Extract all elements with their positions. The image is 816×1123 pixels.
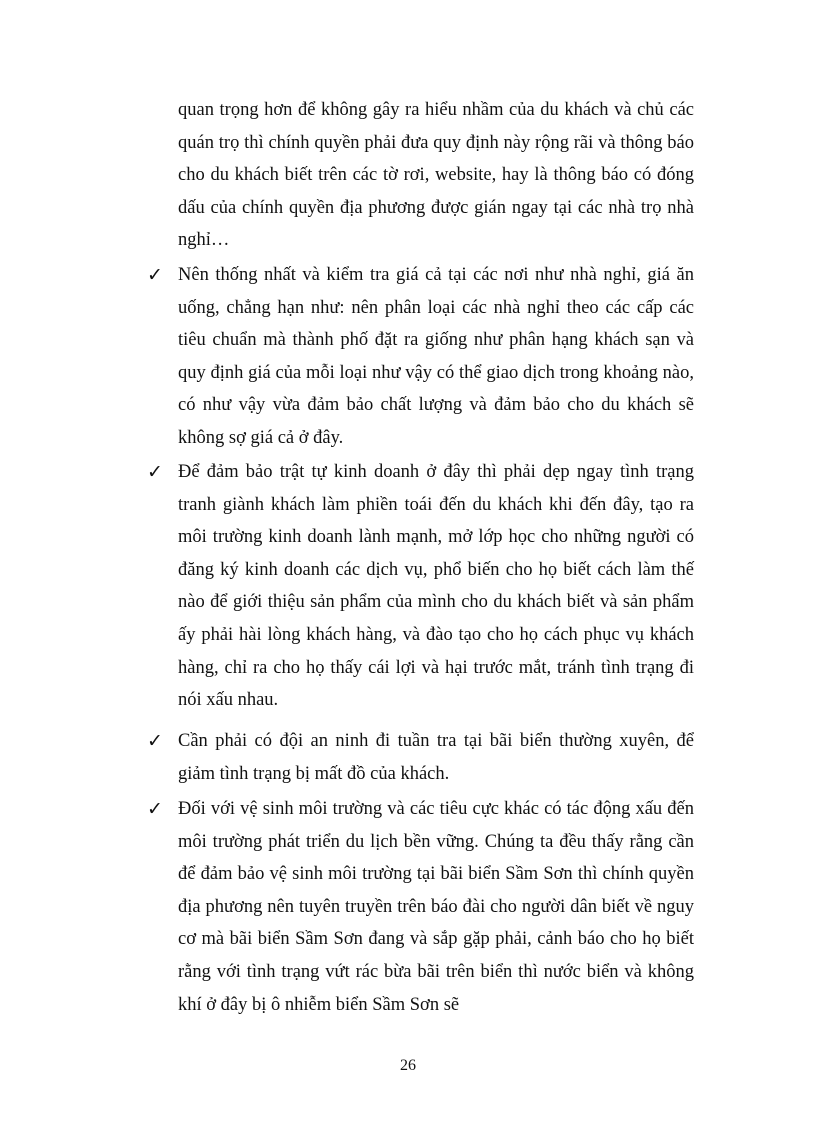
bullet-item-business-order: Để đảm bảo trật tự kinh doanh ở đây thì phải dẹp ngay tình trạng tranh giành khách làm phiền toái đến du khách khi đến đây, tạo ra môi trường kinh doanh lành mạnh, mở lớp học cho những người có đăng ký kinh doanh các dịch vụ, phổ biến cho họ biết cách làm thế nào để giới thiệu sản phẩm của mình cho du khách biết và sản phẩm ấy phải hài lòng khách hàng, và đào tạo cho họ cách phục vụ khách hàng, chỉ ra cho họ thấy cái lợi và hại trước mắt, tránh tình trạng đi nói xấu nhau.	[178, 462, 694, 711]
checkmark-bullet-icon: ✓	[147, 461, 163, 483]
bullet-item-price-regulation: Nên thống nhất và kiểm tra giá cả tại các nơi như nhà nghỉ, giá ăn uống, chẳng hạn như: nên phân loại các nhà nghỉ theo các cấp các tiêu chuẩn mà thành phố đặt ra giống như phân hạng khách sạn và quy định giá của mỗi loại như vậy có thể giao dịch trong khoảng nào, có như vậy vừa đảm bảo chất lượng và đảm bảo cho du khách sẽ không sợ giá cả ở đây.	[178, 265, 694, 448]
bullet-item-environment: Đối với vệ sinh môi trường và các tiêu cực khác có tác động xấu đến môi trường phát triển du lịch bền vững. Chúng ta đều thấy rằng cần để đảm bảo vệ sinh môi trường tại bãi biển Sầm Sơn thì chính quyền địa phương nên tuyên truyền trên báo đài cho người dân biết về nguy cơ mà bãi biển Sầm Sơn đang và sắp gặp phải, cảnh báo cho họ biết rằng với tình trạng vứt rác bừa bãi trên biển thì nước biển và không khí ở đây bị ô nhiễm biển Sầm Sơn sẽ	[178, 799, 694, 1015]
bullet-item-security-patrol: Cần phải có đội an ninh đi tuần tra tại bãi biển thường xuyên, để giảm tình trạng bị mất đồ của khách.	[178, 731, 694, 784]
checkmark-bullet-icon: ✓	[147, 798, 163, 820]
checkmark-bullet-icon: ✓	[147, 264, 163, 286]
paragraph-continuation: quan trọng hơn để không gây ra hiểu nhầm của du khách và chủ các quán trọ thì chính quyền phải đưa quy định này rộng rãi và thông báo cho du khách biết trên các tờ rơi, website, hay là thông báo có đóng dấu của chính quyền địa phương được gián ngay tại các nhà trọ nhà nghỉ…	[178, 100, 694, 251]
checkmark-bullet-icon: ✓	[147, 730, 163, 752]
page-number: 26	[400, 1057, 416, 1074]
